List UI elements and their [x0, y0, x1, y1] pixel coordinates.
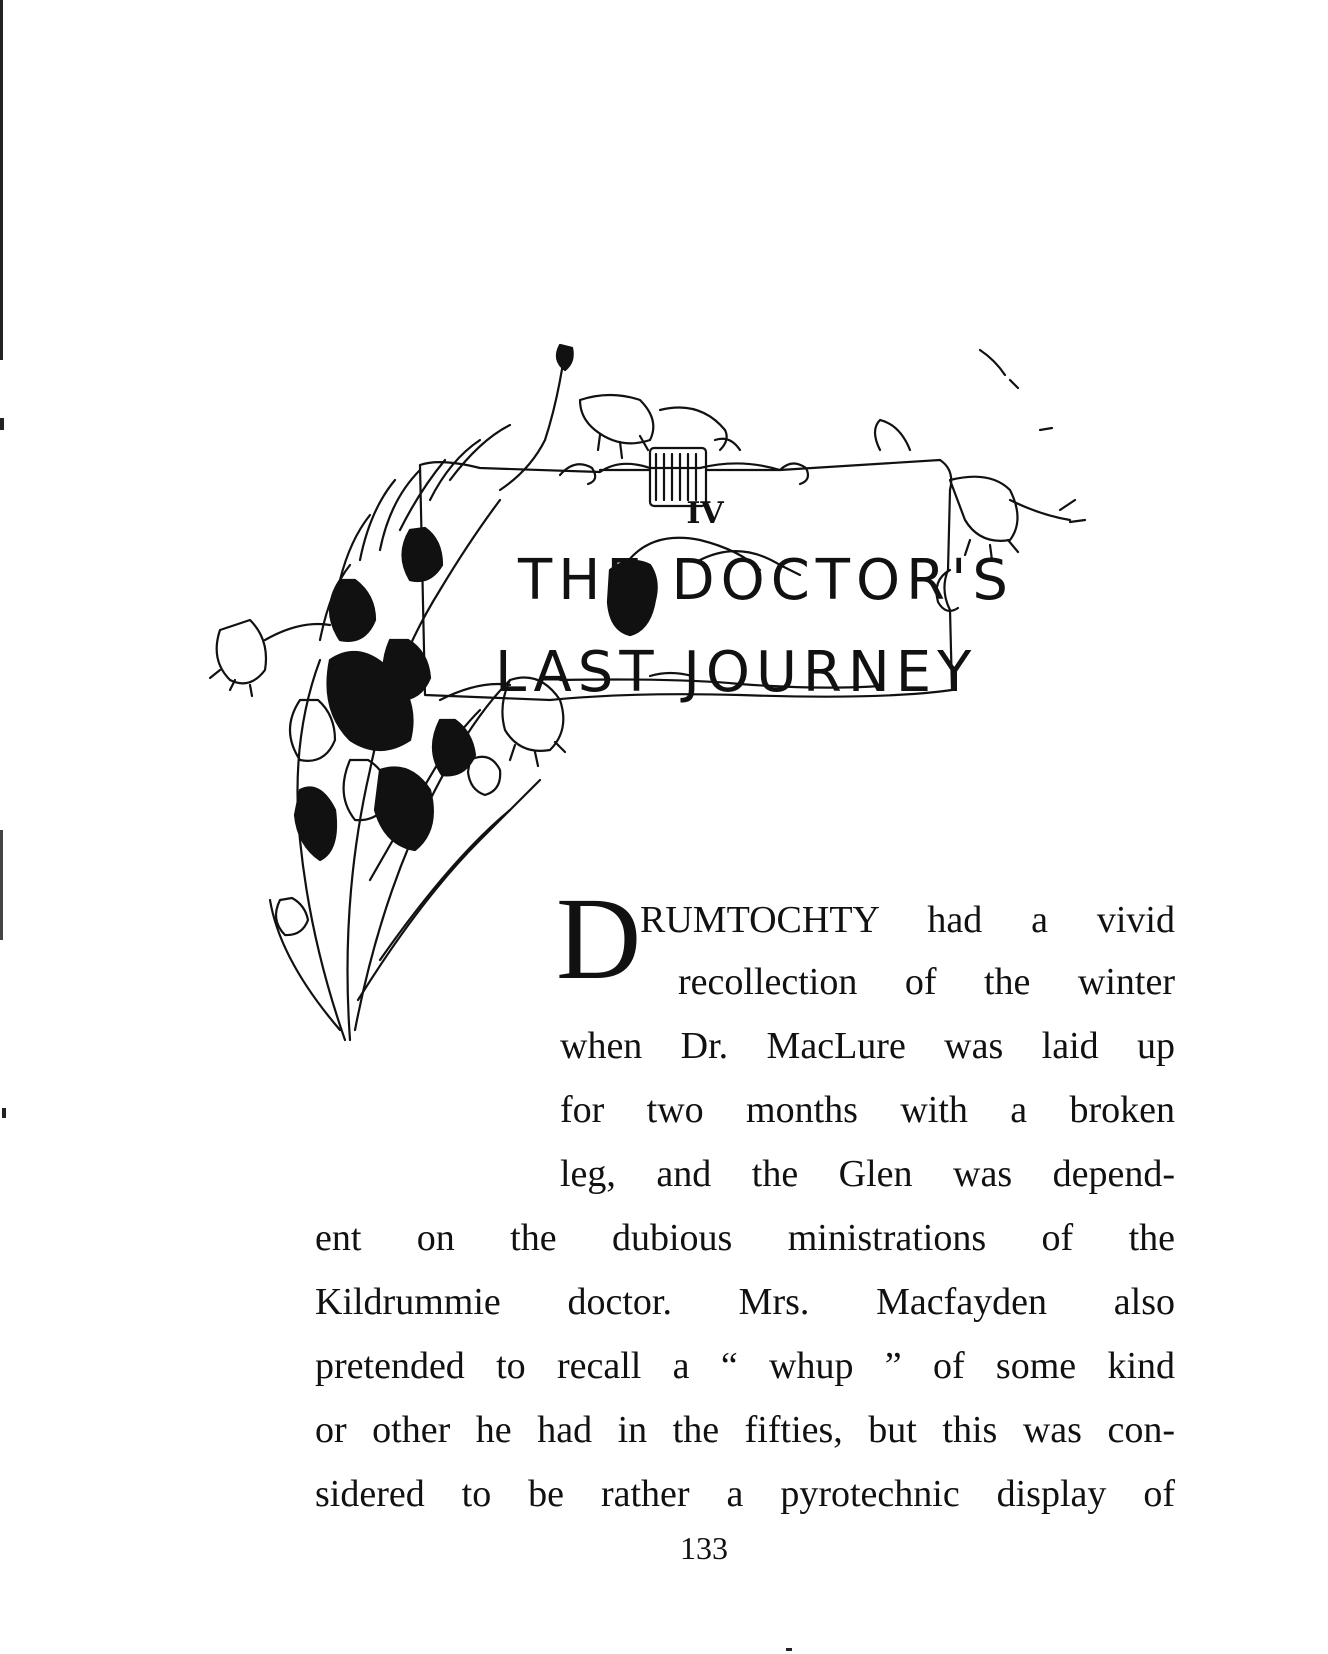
text-line: RUMTOCHTY had a vivid: [640, 899, 1175, 941]
scan-speck: [2, 1108, 6, 1118]
text-line: when Dr. MacLure was laid up: [560, 1025, 1175, 1067]
text-line: ent on the dubious ministrations of the: [315, 1217, 1175, 1259]
page-number: 133: [680, 1530, 728, 1566]
text-line: recollection of the winter: [678, 961, 1175, 1003]
scan-edge: [0, 0, 3, 1654]
text-line: leg, and the Glen was depend-: [560, 1153, 1175, 1195]
chapter-title-line-2: LAST JOURNEY: [495, 640, 978, 705]
text-line: Kildrummie doctor. Mrs. Macfayden also: [315, 1281, 1175, 1323]
drop-cap: D: [556, 873, 642, 1004]
chapter-title-line-1: THE DOCTOR'S: [518, 548, 1014, 613]
text-line: sidered to be rather a pyrotechnic display of: [315, 1473, 1175, 1515]
text-line: pretended to recall a “ whup ” of some kind: [315, 1345, 1175, 1387]
scan-speck: [786, 1648, 792, 1651]
chapter-numeral: IV: [686, 496, 724, 531]
text-line: for two months with a broken: [560, 1089, 1175, 1131]
text-line: or other he had in the fifties, but this was con-: [315, 1409, 1175, 1451]
scan-speck: [0, 418, 4, 430]
